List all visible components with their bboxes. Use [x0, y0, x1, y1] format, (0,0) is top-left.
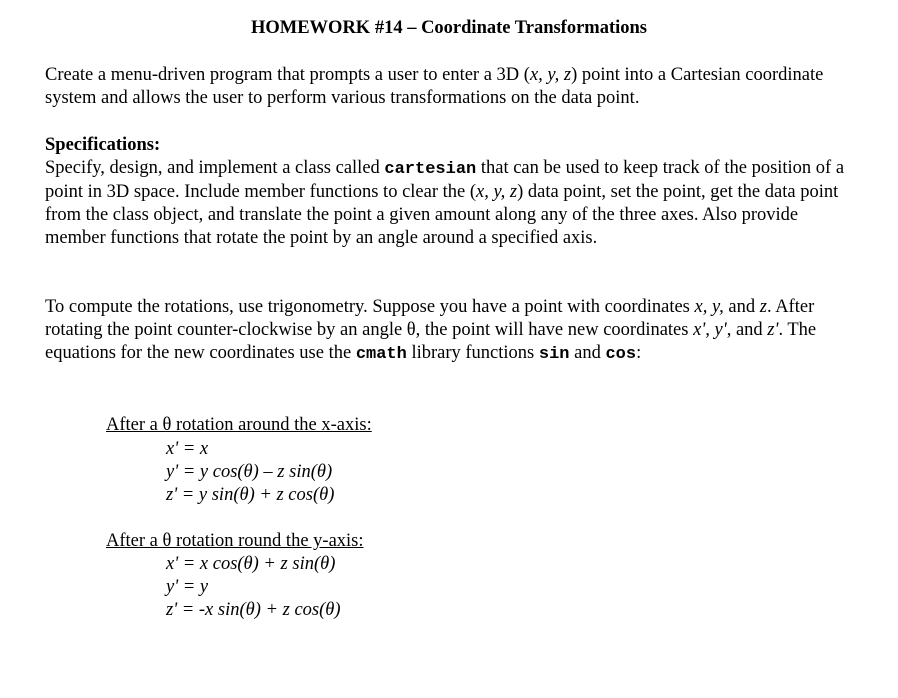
trig-text-2: and — [723, 297, 760, 317]
x-rotation-eq-z: z' = y sin(θ) + z cos(θ) — [166, 485, 335, 505]
trig-text-5: . The equations for the new coordinates use the — [45, 320, 817, 363]
x-rotation-eq-x: x' = x — [166, 439, 209, 459]
class-name-code: cartesian — [384, 160, 477, 179]
trig-text-8: : — [636, 343, 642, 363]
y-rotation-eq-z: z' = -x sin(θ) + z cos(θ) — [166, 600, 341, 620]
y-rotation-eq-x: x' = x cos(θ) + z sin(θ) — [166, 554, 336, 574]
spec-text-3: ) data point, set the point, get the data point from the class object, and translate the point a given amount along any of the three axes. Also provide member functions that rotate the point by an angle around a specified axis. — [45, 182, 839, 248]
trig-text-7: and — [569, 343, 606, 363]
intro-text-2: ) point into a Cartesian coordinate system and allows the user to perform various transformations on the data point. — [45, 65, 824, 108]
specifications-paragraph — [45, 157, 845, 250]
cmath-code: cmath — [355, 345, 407, 364]
page-title: HOMEWORK #14 – Coordinate Transformations — [250, 18, 648, 38]
spec-xyz: x, y, z — [476, 182, 518, 202]
trig-zprime: z' — [767, 320, 779, 340]
cos-code: cos — [605, 345, 637, 364]
intro-paragraph — [45, 64, 845, 110]
specifications-heading: Specifications: — [45, 135, 161, 155]
intro-text-1: Create a menu-driven program that prompts a user to enter a 3D ( — [45, 65, 530, 85]
spec-text-2: that can be used to keep track of the position of a point in 3D space. Include member functions to clear the ( — [45, 158, 845, 202]
trig-text-3: . After rotating the point counter-clockwise by an angle θ, the point will have new coordinates — [45, 297, 815, 340]
spec-text-1: Specify, design, and implement a class called — [45, 158, 385, 178]
trig-text-1: To compute the rotations, use trigonometry. Suppose you have a point with coordinates — [45, 297, 695, 317]
trig-text-4: , and — [726, 320, 768, 340]
intro-xyz: x, y, z — [529, 65, 572, 85]
trig-text-6: library functions — [406, 343, 539, 363]
trig-xy: x, y, — [694, 297, 724, 317]
y-rotation-eq-y: y' = y — [166, 577, 209, 597]
trigonometry-paragraph — [45, 296, 845, 366]
sin-code: sin — [538, 345, 570, 364]
trig-z: z — [759, 297, 767, 317]
x-rotation-heading: After a θ rotation around the x-axis: — [106, 415, 372, 435]
x-rotation-eq-y: y' = y cos(θ) – z sin(θ) — [166, 462, 333, 482]
trig-primes: x', y' — [693, 320, 727, 340]
y-rotation-heading: After a θ rotation round the y-axis: — [106, 531, 364, 551]
